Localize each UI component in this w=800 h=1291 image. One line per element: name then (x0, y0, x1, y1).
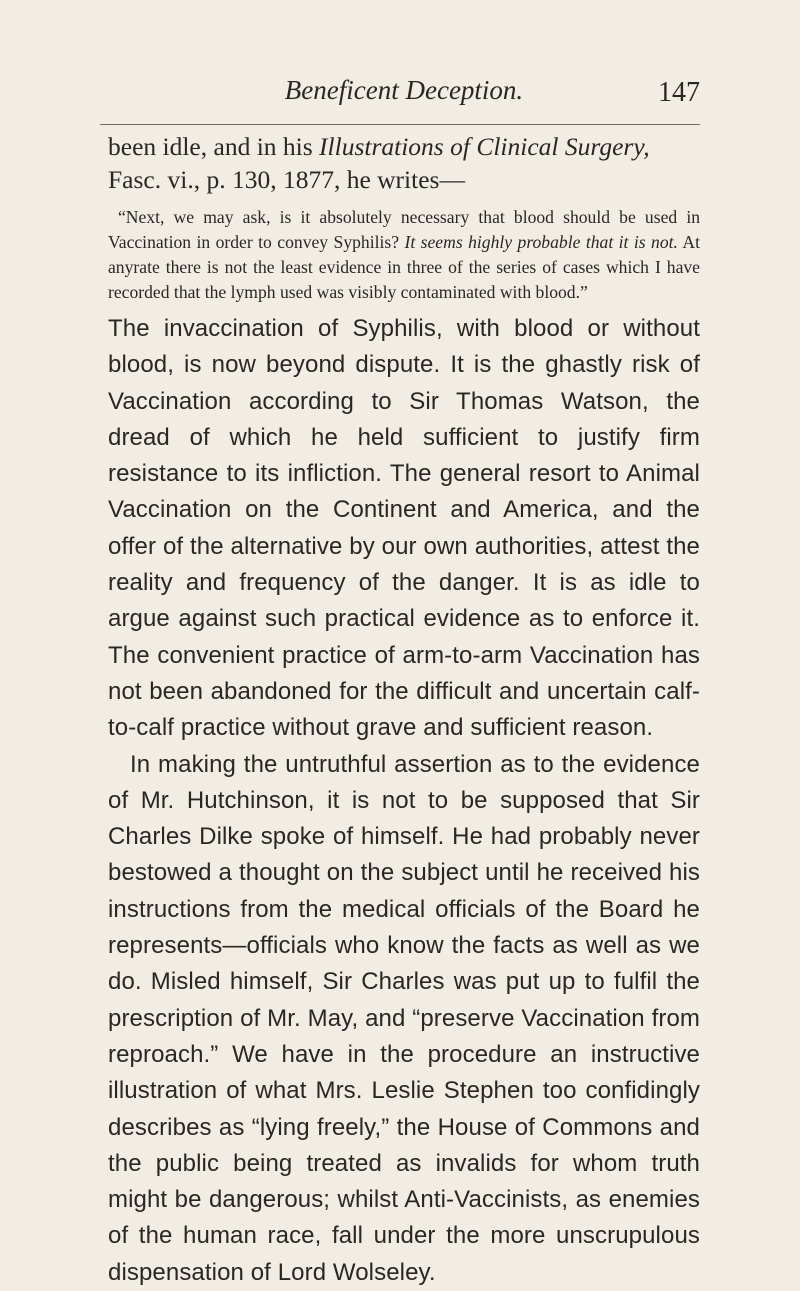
block-quote (108, 205, 700, 305)
page-number: 147 (658, 77, 700, 108)
page-body (108, 130, 700, 1291)
lead-text-1: been idle, and in his (108, 132, 320, 161)
quote-italic: It seems highly probable that it is not. (404, 232, 678, 252)
lead-text-2: Fasc. vi., p. 130, 1877, he writes— (108, 165, 465, 194)
lead-paragraph (108, 130, 700, 196)
body-paragraph-1: The invaccination of Syphilis, with blood or without blood, is now beyond dispute. It is the ghastly risk of Vaccination according to Sir Thomas Watson, the dread of which he held sufficient to justify firm resistance to its infliction. The general resort to Animal Vaccination on the Continent and America, and the offer of the alternative by our own authorities, attest the reality and frequency of the danger. It is as idle to argue against such practical evidence as to enforce it. The convenient practice of arm-to-arm Vaccination has not been abandoned for the difficult and uncertain calf-to-calf practice without grave and sufficient reason. (108, 315, 700, 742)
body-paragraph-2: In making the untruthful assertion as to the evidence of Mr. Hutchinson, it is not to be supposed that Sir Charles Dilke spoke of himself. He had probably never bestowed a thought on the subject until he received his instructions from the medical officials of the Board he represents—officials who know the facts as well as we do. Misled himself, Sir Charles was put up to fulfil the prescription of Mr. May, and “preserve Vaccination from reproach.” We have in the procedure an instructive illustration of what Mrs. Leslie Stephen too confidingly describes as “lying freely,” the House of Commons and the public being treated as invalids for whom truth might be dangerous; whilst Anti-Vaccinists, as enemies of the human race, fall under the more unscrupulous dispensation of Lord Wolseley. (108, 750, 700, 1286)
quote-text-2: At anyrate there is not the least evidence in three of the series of cases which I have recorded that the lymph used was visibly contaminated with blood.” (108, 232, 700, 302)
book-title: Illustrations of Clinical Surgery, (319, 132, 650, 161)
quote-text-1: “Next, we may ask, is it absolutely necessary that blood should be used in Vaccination in order to convey Syphilis? (108, 207, 700, 252)
page-header (108, 60, 700, 108)
header-rule (100, 124, 700, 125)
running-title: Beneficent Deception. (284, 75, 524, 105)
